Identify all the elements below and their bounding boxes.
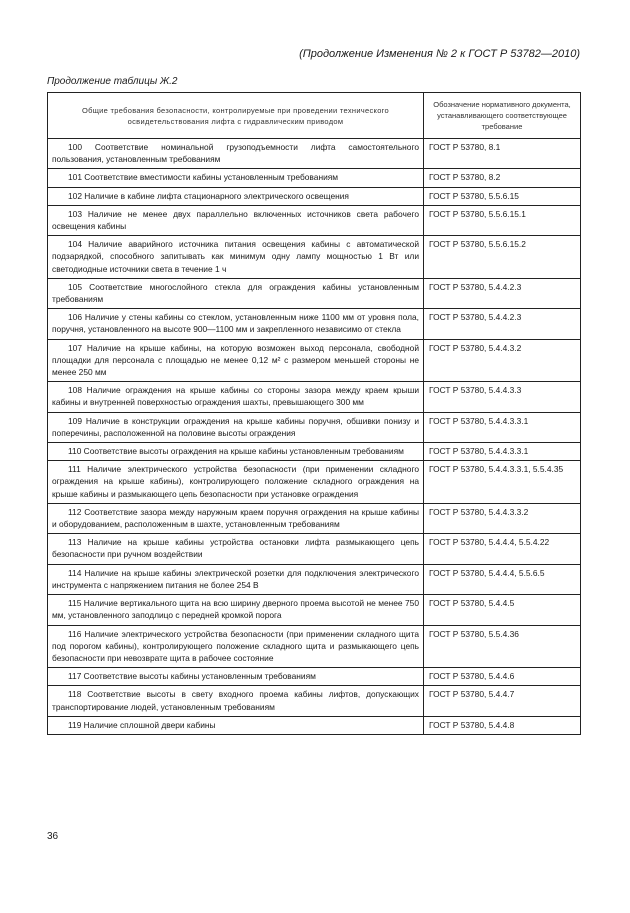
document-reference-cell: ГОСТ Р 53780, 5.4.4.3.2: [424, 339, 581, 382]
requirement-cell: 115 Наличие вертикального щита на всю ширину дверного проема высотой не менее 750 мм, установленного заподлицо с передней кромкой порога: [48, 595, 424, 625]
document-reference-cell: ГОСТ Р 53780, 8.1: [424, 139, 581, 169]
table-row: [48, 169, 581, 187]
requirement-cell: 119 Наличие сплошной двери кабины: [48, 716, 424, 734]
table-row: [48, 309, 581, 339]
table-caption: Продолжение таблицы Ж.2: [47, 76, 178, 87]
document-reference-cell: ГОСТ Р 53780, 5.4.4.3.3.1, 5.5.4.35: [424, 461, 581, 504]
table-row: [48, 139, 581, 169]
document-reference-cell: ГОСТ Р 53780, 5.4.4.7: [424, 686, 581, 716]
document-reference-cell: ГОСТ Р 53780, 5.4.4.2.3: [424, 309, 581, 339]
document-reference-cell: ГОСТ Р 53780, 5.4.4.5: [424, 595, 581, 625]
document-reference-cell: ГОСТ Р 53780, 5.5.6.15.2: [424, 236, 581, 279]
document-reference-cell: ГОСТ Р 53780, 5.5.6.15.1: [424, 205, 581, 235]
table-row: [48, 625, 581, 668]
document-reference-cell: ГОСТ Р 53780, 5.5.4.36: [424, 625, 581, 668]
document-reference-cell: ГОСТ Р 53780, 5.4.4.6: [424, 668, 581, 686]
requirement-cell: 103 Наличие не менее двух параллельно включенных источников света рабочего освещения кабины: [48, 205, 424, 235]
table-row: [48, 686, 581, 716]
page-number: 36: [47, 831, 59, 842]
requirements-table: [47, 92, 581, 735]
requirement-cell: 102 Наличие в кабине лифта стационарного электрического освещения: [48, 187, 424, 205]
col-document-header: Обозначение нормативного документа, устанавливающего соответствующее требование: [424, 93, 581, 139]
table-row: [48, 339, 581, 382]
col-requirements-header: Общие требования безопасности, контролируемые при проведении технического освидетельствования лифта с гидравлическим приводом: [48, 93, 424, 139]
document-reference-cell: ГОСТ Р 53780, 5.4.4.4, 5.5.6.5: [424, 564, 581, 594]
requirement-cell: 109 Наличие в конструкции ограждения на крыше кабины поручня, обшивки понизу и поперечины, расположенной на половине высоты ограждения: [48, 412, 424, 442]
table-row: [48, 534, 581, 564]
table-row: [48, 382, 581, 412]
document-reference-cell: ГОСТ Р 53780, 5.4.4.4, 5.5.4.22: [424, 534, 581, 564]
document-reference-cell: ГОСТ Р 53780, 5.4.4.3.3.1: [424, 443, 581, 461]
requirement-cell: 104 Наличие аварийного источника питания освещения кабины с автоматической подзарядкой, способного запитывать как минимум одну лампу мощностью 1 Вт или светодиодные источники света в течение 1 ч: [48, 236, 424, 279]
table-row: [48, 236, 581, 279]
requirement-cell: 113 Наличие на крыше кабины устройства остановки лифта размыкающего цепь безопасности при ручном воздействии: [48, 534, 424, 564]
requirement-cell: 117 Соответствие высоты кабины установленным требованиям: [48, 668, 424, 686]
table-header-row: [48, 93, 581, 139]
table-row: [48, 668, 581, 686]
requirement-cell: 116 Наличие электрического устройства безопасности (при применении складного щита под порогом кабины), контролирующего положение складного щита и размыкающего цепь безопасности при невозврате щита в рабочее состояние: [48, 625, 424, 668]
requirement-cell: 107 Наличие на крыше кабины, на которую возможен выход персонала, свободной площадки для персонала с площадью не менее 0,12 м² с размером меньшей стороны не менее 250 мм: [48, 339, 424, 382]
document-reference-cell: ГОСТ Р 53780, 5.5.6.15: [424, 187, 581, 205]
table-row: [48, 205, 581, 235]
requirement-cell: 111 Наличие электрического устройства безопасности (при применении складного ограждения на крыше кабины), контролирующего положение складного ограждения на крыше кабины и размыкающего цепь безопасности при установке ограждения: [48, 461, 424, 504]
document-reference-cell: ГОСТ Р 53780, 5.4.4.3.3.2: [424, 503, 581, 533]
table-row: [48, 412, 581, 442]
table-row: [48, 595, 581, 625]
requirement-cell: 112 Соответствие зазора между наружным краем поручня ограждения на крыше кабины и оборудованием, расположенным в шахте, установленным требованиям: [48, 503, 424, 533]
requirement-cell: 114 Наличие на крыше кабины электрической розетки для подключения электрического инструмента с напряжением питания не более 254 В: [48, 564, 424, 594]
table-row: [48, 187, 581, 205]
table-row: [48, 716, 581, 734]
table-row: [48, 564, 581, 594]
requirement-cell: 105 Соответствие многослойного стекла для ограждения кабины установленным требованиям: [48, 278, 424, 308]
requirement-cell: 110 Соответствие высоты ограждения на крыше кабины установленным требованиям: [48, 443, 424, 461]
table-row: [48, 503, 581, 533]
requirement-cell: 108 Наличие ограждения на крыше кабины со стороны зазора между краем крыши кабины и внутренней поверхностью ограждения шахты, превышающего 300 мм: [48, 382, 424, 412]
document-reference-cell: ГОСТ Р 53780, 5.4.4.3.3: [424, 382, 581, 412]
requirement-cell: 106 Наличие у стены кабины со стеклом, установленным ниже 1100 мм от уровня пола, поручня, установленного на высоте 900—1100 мм и закрепленного независимо от стекла: [48, 309, 424, 339]
requirement-cell: 100 Соответствие номинальной грузоподъемности лифта самостоятельного пользования, установленным требованиям: [48, 139, 424, 169]
document-reference-cell: ГОСТ Р 53780, 5.4.4.8: [424, 716, 581, 734]
page-header: (Продолжение Изменения № 2 к ГОСТ Р 53782—2010): [299, 48, 580, 60]
requirement-cell: 118 Соответствие высоты в свету входного проема кабины лифтов, допускающих транспортирование людей, установленным требованиям: [48, 686, 424, 716]
document-reference-cell: ГОСТ Р 53780, 8.2: [424, 169, 581, 187]
table-row: [48, 443, 581, 461]
requirement-cell: 101 Соответствие вместимости кабины установленным требованиям: [48, 169, 424, 187]
document-reference-cell: ГОСТ Р 53780, 5.4.4.3.3.1: [424, 412, 581, 442]
table-row: [48, 461, 581, 504]
table-row: [48, 278, 581, 308]
document-reference-cell: ГОСТ Р 53780, 5.4.4.2.3: [424, 278, 581, 308]
